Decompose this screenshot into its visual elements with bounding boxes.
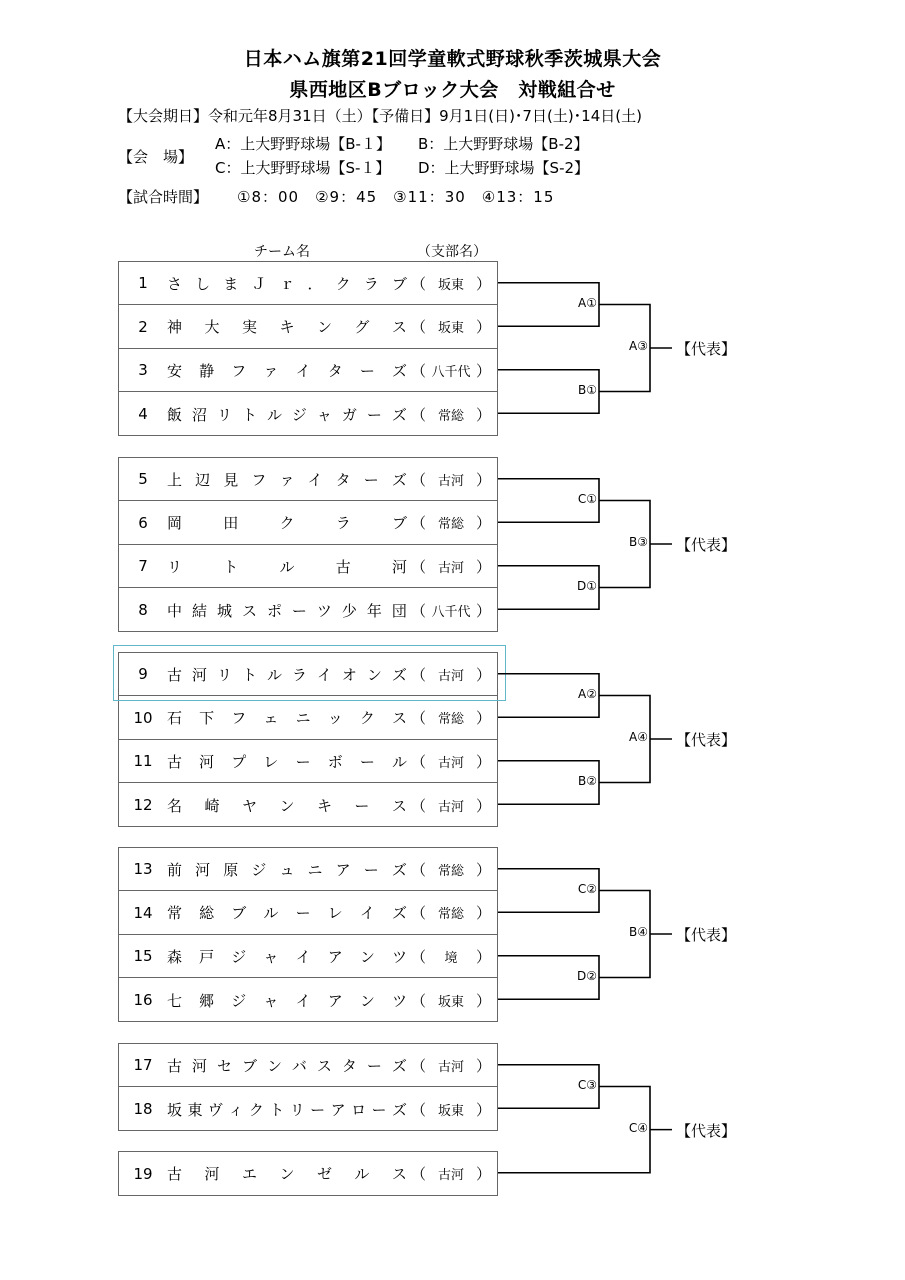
representative-1: 【代表】: [676, 340, 737, 358]
match-label: D②: [577, 968, 597, 983]
team-name: 前 河 原 ジ ュ ニ ア ー ズ: [167, 860, 407, 879]
team-name: 石 下 フ ェ ニ ッ ク ス: [167, 709, 407, 727]
match-label: B①: [578, 382, 597, 397]
team-branch: （ 坂東 ）: [411, 1100, 491, 1119]
team-number: 1: [138, 274, 148, 292]
team-name: 中 結 城 ス ポ ー ツ 少 年 団: [167, 601, 407, 620]
team-name: 神 大 実 キ ン グ ス: [167, 318, 407, 336]
team-name: 坂 東 ヴ ィ ク ト リ ー ア ロ ー ズ: [167, 1100, 407, 1119]
team-number: 3: [138, 361, 148, 379]
tournament-period: 【大会期日】令和元年8月31日（土）【予備日】9月1日(日)･7日(土)･14日(土): [118, 107, 642, 125]
team-number: 15: [133, 947, 153, 965]
team-number: 12: [133, 796, 153, 814]
column-team-name: チーム名: [254, 244, 310, 260]
representative-2: 【代表】: [676, 536, 737, 554]
match-label: B④: [629, 925, 648, 939]
team-name: 森 戸 ジ ャ イ ア ン ツ: [167, 947, 407, 966]
team-branch: （ 八千代 ）: [411, 361, 491, 380]
match-label: A①: [578, 295, 597, 310]
team-number: 4: [138, 405, 148, 423]
team-number: 8: [138, 601, 148, 619]
time-label: 【試合時間】: [118, 188, 209, 206]
team-number: 10: [133, 708, 153, 727]
team-branch: （ 境 ）: [411, 947, 491, 966]
team-name: 名 崎 ヤ ン キ ー ス: [167, 796, 407, 815]
team-number: 6: [138, 513, 148, 532]
match-times: ①8：00 ②9：45 ③11：30 ④13：15: [237, 188, 555, 206]
team-name: 七 郷 ジ ャ イ ア ン ツ: [167, 991, 407, 1010]
team-number: 18: [133, 1100, 153, 1118]
team-branch: （ 常総 ）: [411, 709, 491, 727]
team-name: 常 総 ブ ル ー レ イ ズ: [167, 904, 407, 922]
team-name: 古 河 リ ト ル ラ イ オ ン ズ: [167, 665, 407, 684]
team-name: 上 辺 見 フ ァ イ タ ー ズ: [167, 470, 407, 489]
team-branch: （ 古河 ）: [411, 1056, 491, 1075]
match-label: C①: [577, 491, 597, 506]
team-name: 古 河 プ レ ー ボ ー ル: [167, 752, 407, 771]
team-branch: （ 古河 ）: [411, 557, 491, 576]
team-number: 17: [133, 1056, 153, 1074]
team-branch: （ 古河 ）: [411, 796, 491, 815]
team-name: 古 河 セ ブ ン バ ス タ ー ズ: [167, 1056, 407, 1075]
venue-a: A：上大野野球場【B-１】: [215, 135, 391, 153]
team-branch: （ 常総 ）: [411, 514, 491, 532]
team-name: 岡 田 ク ラ ブ: [167, 514, 407, 532]
team-name: さ し ま Ｊ ｒ ． ク ラ ブ: [167, 274, 407, 293]
match-label: B②: [578, 773, 597, 788]
match-label: C②: [577, 881, 597, 896]
team-number: 9: [138, 665, 148, 683]
team-branch: （ 坂東 ）: [411, 274, 491, 293]
team-branch: （ 八千代 ）: [411, 601, 491, 620]
team-branch: （ 常総 ）: [411, 904, 491, 922]
venue-d: D：上大野野球場【S-2】: [418, 159, 590, 177]
team-number: 19: [133, 1164, 153, 1183]
team-number: 2: [138, 317, 148, 336]
team-branch: （ 坂東 ）: [411, 991, 491, 1010]
team-branch: （ 常総 ）: [411, 405, 491, 424]
team-branch: （ 古河 ）: [411, 665, 491, 684]
match-label: A③: [629, 339, 648, 353]
team-number: 13: [133, 860, 153, 878]
venue-label: 【会 場】: [118, 148, 194, 166]
team-name: 飯 沼 リ ト ル ジ ャ ガ ー ズ: [167, 405, 407, 424]
match-label: A④: [629, 730, 648, 744]
match-label: D①: [577, 578, 597, 593]
team-name: 古 河 エ ン ゼ ル ス: [167, 1165, 407, 1183]
representative-3: 【代表】: [676, 731, 737, 749]
representative-5: 【代表】: [676, 1121, 737, 1140]
team-number: 14: [133, 903, 153, 922]
team-branch: （ 古河 ）: [411, 752, 491, 771]
team-number: 7: [138, 557, 148, 575]
match-label: B③: [629, 535, 648, 549]
column-branch: （支部名）: [417, 244, 487, 260]
venue-b: B：上大野野球場【B-2】: [418, 135, 589, 153]
team-name: 安 静 フ ァ イ タ ー ズ: [167, 361, 407, 380]
title-line-1: 日本ハム旗第21回学童軟式野球秋季茨城県大会: [243, 48, 662, 70]
team-name: リ ト ル 古 河: [167, 557, 407, 576]
match-label: A②: [578, 686, 597, 701]
team-number: 11: [133, 752, 153, 770]
representative-4: 【代表】: [676, 926, 737, 944]
team-branch: （ 常総 ）: [411, 860, 491, 879]
team-number: 16: [133, 991, 153, 1009]
match-label: C④: [628, 1120, 648, 1135]
match-label: C③: [577, 1077, 597, 1092]
title-line-2: 県西地区Bブロック大会 対戦組合せ: [289, 79, 616, 101]
team-branch: （ 古河 ）: [411, 1165, 491, 1183]
team-branch: （ 古河 ）: [411, 470, 491, 489]
venue-c: C：上大野野球場【S-１】: [215, 159, 391, 177]
team-number: 5: [138, 470, 148, 488]
team-branch: （ 坂東 ）: [411, 318, 491, 336]
